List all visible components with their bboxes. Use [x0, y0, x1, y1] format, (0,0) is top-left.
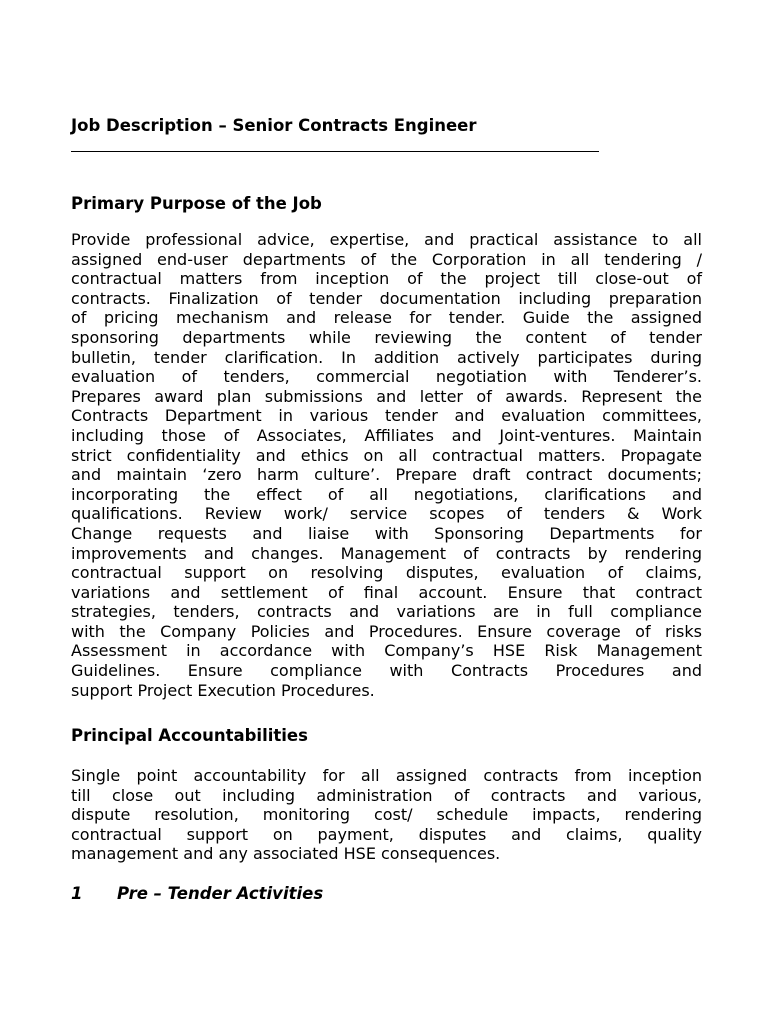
text-line: support Project Execution Procedures. [71, 680, 375, 700]
text-line: improvements and changes. Management of contracts by rendering [71, 543, 702, 563]
text-line: of pricing mechanism and release for tender. Guide the assigned [71, 308, 702, 328]
text-line: till close out including administration of contracts and various, [71, 785, 702, 805]
document-title: Job Description – Senior Contracts Engineer [71, 116, 477, 135]
text-line: contractual matters from inception of the project till close-out of [71, 269, 702, 289]
text-line: Change requests and liaise with Sponsoring Departments for [71, 523, 702, 543]
title-underline [71, 151, 599, 152]
text-line: bulletin, tender clarification. In addition actively participates during [71, 347, 702, 367]
paragraph-principal-accountabilities [71, 766, 702, 864]
text-line: management and any associated HSE consequences. [71, 844, 501, 864]
text-line: Contracts Department in various tender and evaluation committees, [71, 406, 702, 426]
text-line: Assessment in accordance with Company’s HSE Risk Management [71, 641, 702, 661]
text-line: incorporating the effect of all negotiations, clarifications and [71, 484, 702, 504]
heading-primary-purpose: Primary Purpose of the Job [71, 194, 322, 213]
text-line: contracts. Finalization of tender documentation including preparation [71, 288, 702, 308]
section-title-pre-tender: Pre – Tender Activities [117, 884, 324, 903]
text-line: with the Company Policies and Procedures. Ensure coverage of risks [71, 621, 702, 641]
text-line: variations and settlement of final account. Ensure that contract [71, 582, 702, 602]
text-line: contractual support on resolving disputes, evaluation of claims, [71, 563, 702, 583]
text-line: strict confidentiality and ethics on all contractual matters. Propagate [71, 445, 702, 465]
text-line: assigned end-user departments of the Corporation in all tendering / [71, 249, 702, 269]
text-line: Provide professional advice, expertise, and practical assistance to all [71, 230, 702, 249]
text-line: contractual support on payment, disputes and claims, quality [71, 824, 702, 844]
section-number: 1 [71, 884, 83, 903]
text-line: and maintain ‘zero harm culture’. Prepare draft contract documents; [71, 465, 702, 485]
text-line: dispute resolution, monitoring cost/ schedule impacts, rendering [71, 805, 702, 825]
text-line: Guidelines. Ensure compliance with Contracts Procedures and [71, 661, 702, 681]
heading-principal-accountabilities: Principal Accountabilities [71, 726, 308, 745]
paragraph-primary-purpose [71, 230, 702, 700]
text-line: strategies, tenders, contracts and variations are in full compliance [71, 602, 702, 622]
text-line: including those of Associates, Affiliates and Joint-ventures. Maintain [71, 425, 702, 445]
text-line: evaluation of tenders, commercial negotiation with Tenderer’s. [71, 367, 702, 387]
text-line: qualifications. Review work/ service scopes of tenders & Work [71, 504, 702, 524]
text-line: sponsoring departments while reviewing the content of tender [71, 327, 702, 347]
text-line: Prepares award plan submissions and letter of awards. Represent the [71, 386, 702, 406]
text-line: Single point accountability for all assigned contracts from inception [71, 766, 702, 785]
